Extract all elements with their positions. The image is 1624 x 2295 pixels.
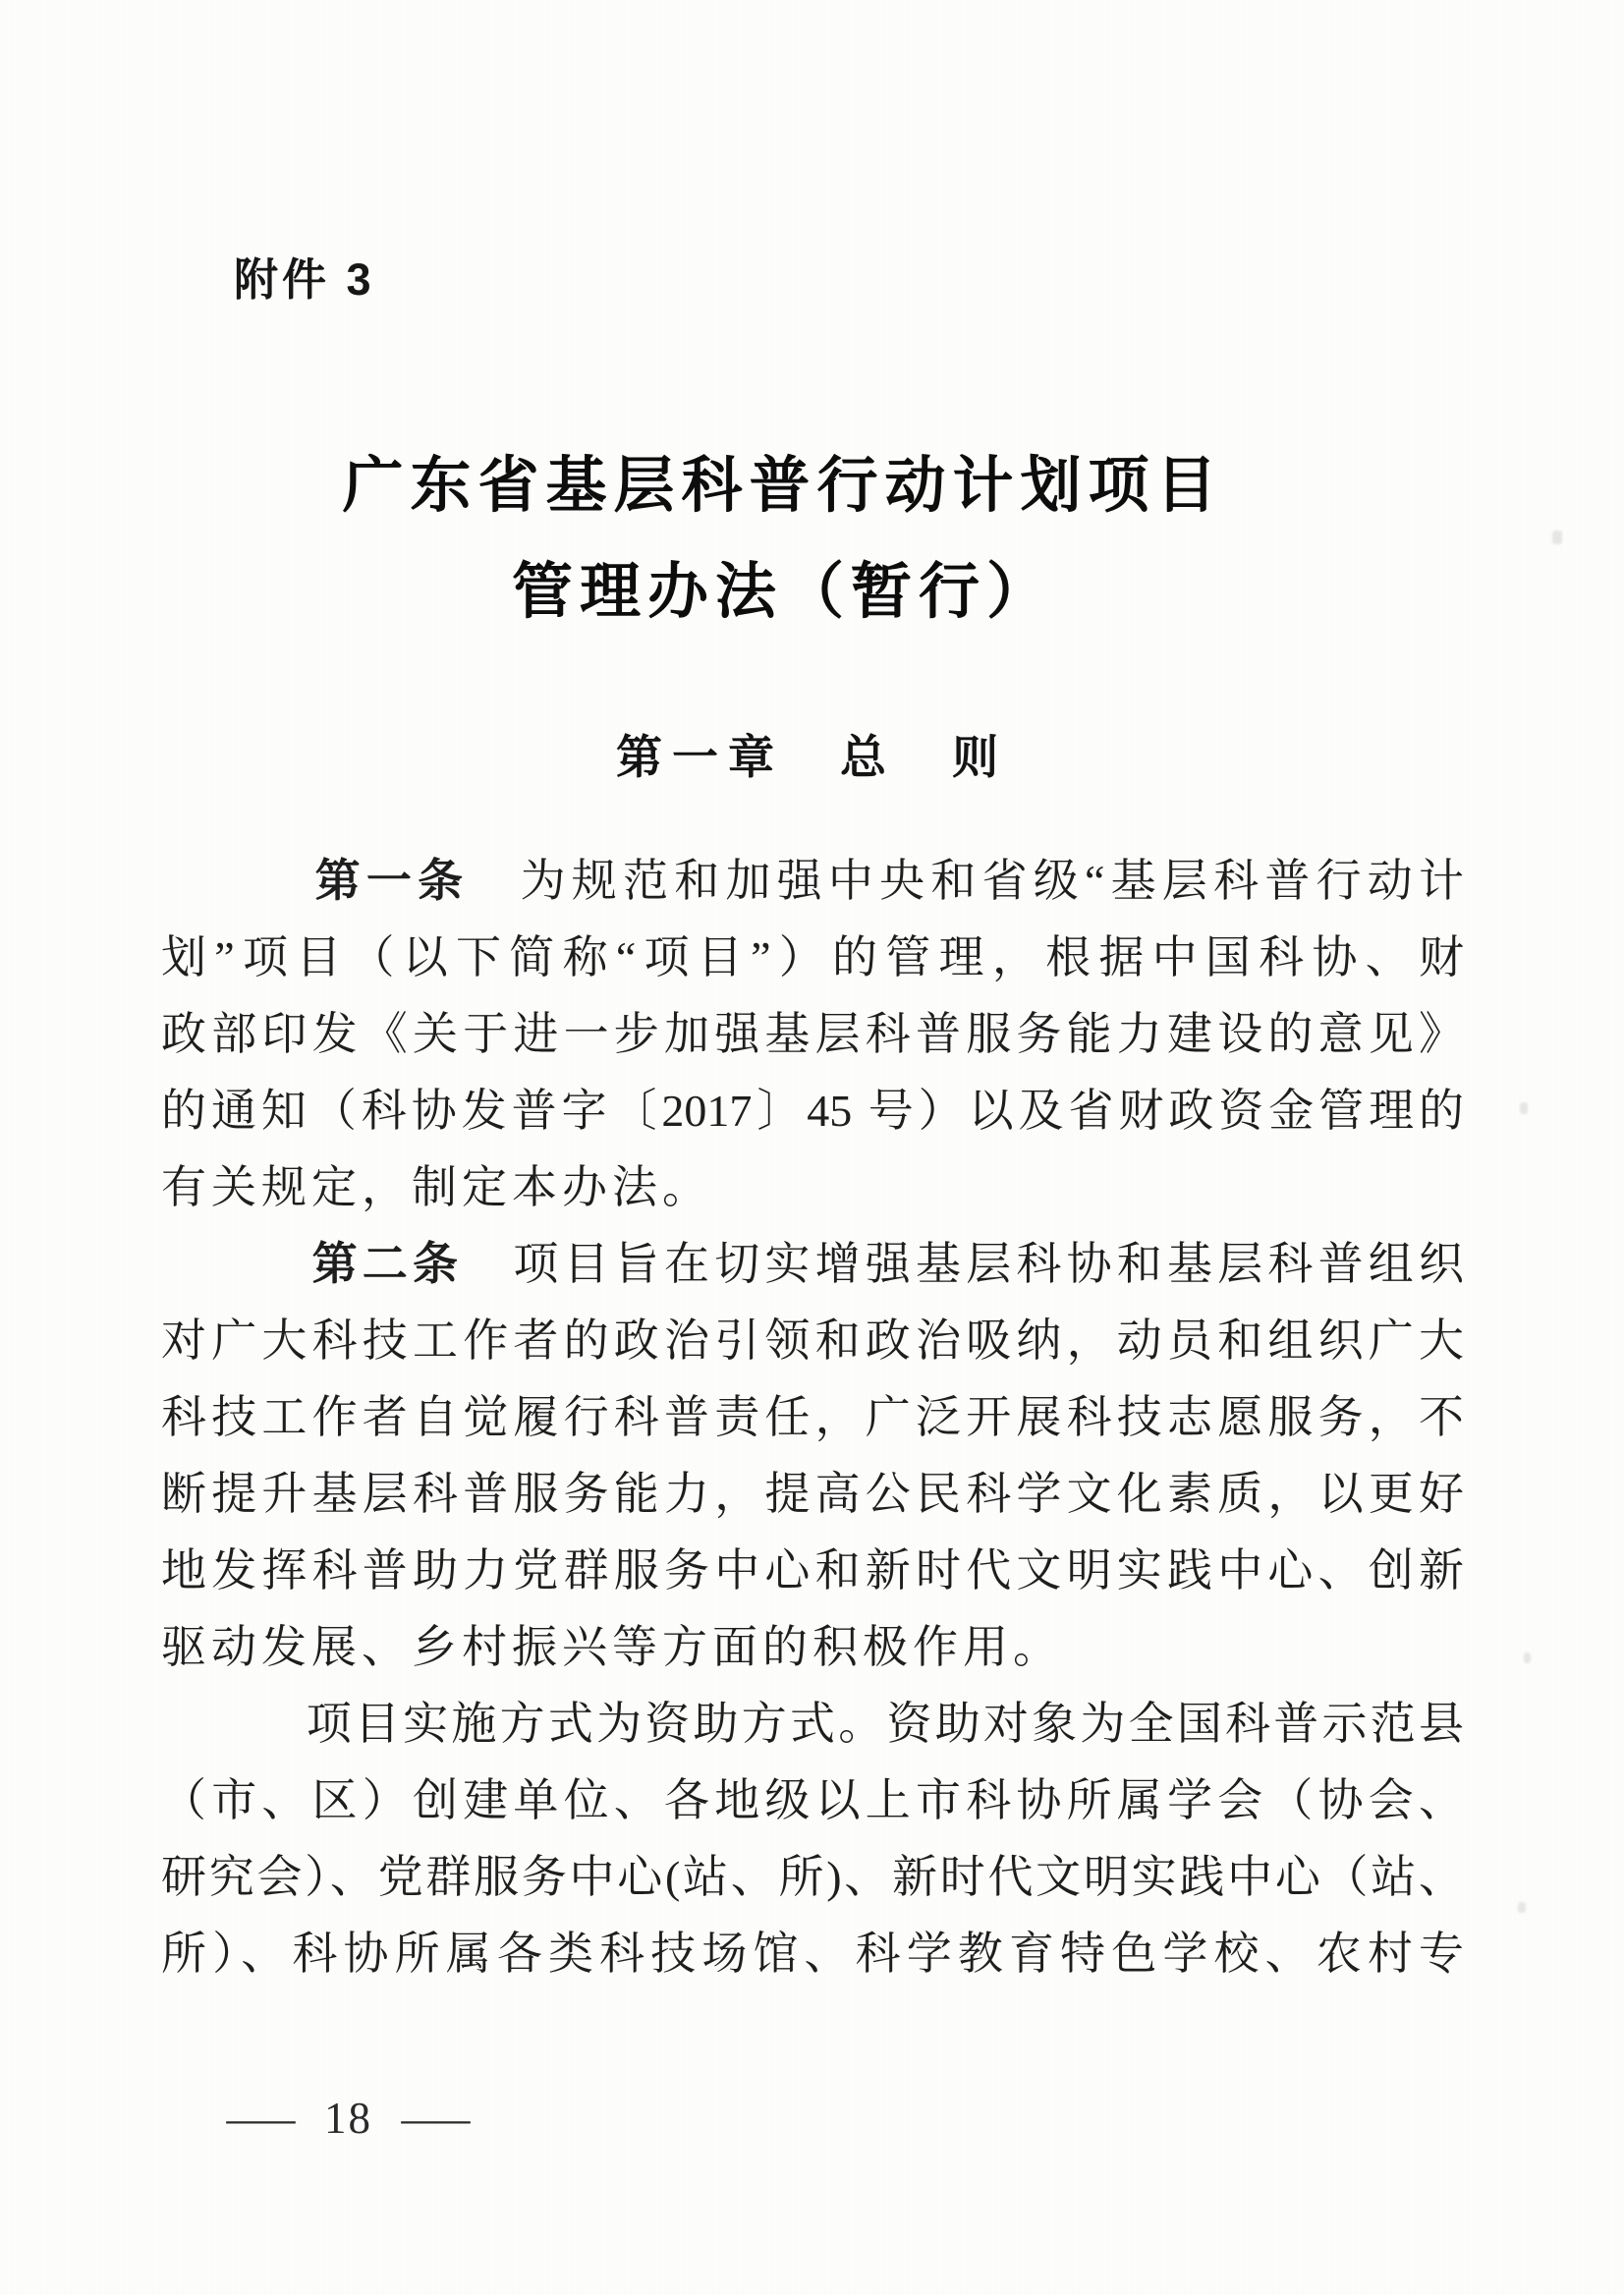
body-line-text: 的通知（科协发普字〔2017〕45 号）以及省财政资金管理的 xyxy=(161,1086,1464,1136)
scan-artifact xyxy=(1520,1102,1528,1114)
body-line xyxy=(161,1226,1464,1303)
page-number: 18 xyxy=(324,2094,372,2143)
body-text-block xyxy=(161,843,1464,1992)
body-line xyxy=(161,920,1464,996)
document-title-line2: 管理办法（暂行） xyxy=(511,559,1054,626)
body-line xyxy=(161,1303,1464,1379)
body-line-text: 政部印发《关于进一步加强基层科普服务能力建设的意见》 xyxy=(161,1009,1464,1059)
page-footer xyxy=(226,2093,471,2144)
footer-right-dash: — xyxy=(401,2094,471,2143)
body-line xyxy=(161,996,1464,1073)
body-line-text: 划”项目（以下简称“项目”）的管理，根据中国科协、财 xyxy=(161,932,1464,982)
body-line xyxy=(161,1916,1464,1992)
body-line-text: 科技工作者自觉履行科普责任，广泛开展科技志愿服务，不 xyxy=(161,1392,1464,1442)
body-line-text: （市、区）创建单位、各地级以上市科协所属学会（协会、 xyxy=(161,1775,1464,1825)
body-line xyxy=(161,1456,1464,1533)
body-line-text: 项目旨在切实增强基层科协和基层科普组织 xyxy=(463,1239,1465,1289)
scan-artifact xyxy=(1518,1902,1526,1913)
scan-artifact xyxy=(1524,1652,1531,1663)
document-title-line1: 广东省基层科普行动计划项目 xyxy=(342,453,1224,520)
body-line-text: 有关规定，制定本办法。 xyxy=(161,1162,712,1212)
body-line-text: 对广大科技工作者的政治引领和政治吸纳，动员和组织广大 xyxy=(161,1315,1464,1366)
attachment-label: 附件 3 xyxy=(234,254,375,305)
body-line xyxy=(161,1379,1464,1456)
body-line-text: 研究会）、党群服务中心(站、所)、新时代文明实践中心（站、 xyxy=(161,1852,1464,1902)
body-line xyxy=(161,843,1464,920)
body-line xyxy=(161,1533,1464,1609)
body-line-text: 断提升基层科普服务能力，提高公民科学文化素质，以更好 xyxy=(161,1469,1464,1519)
body-line xyxy=(161,1839,1464,1916)
body-line xyxy=(161,1073,1464,1149)
body-line-text: 项目实施方式为资助方式。资助对象为全国科普示范县 xyxy=(161,1699,1464,1749)
footer-left-dash: — xyxy=(226,2094,296,2143)
chapter-heading: 第一章 总 则 xyxy=(616,731,1008,783)
article-label: 第一条 xyxy=(161,856,470,906)
body-line-text: 为规范和加强中央和省级“基层科普行动计 xyxy=(469,856,1465,906)
body-line-text: 所）、科协所属各类科技场馆、科学教育特色学校、农村专 xyxy=(161,1929,1464,1979)
scan-artifact xyxy=(1552,531,1562,544)
body-line xyxy=(161,1763,1464,1839)
article-label: 第二条 xyxy=(161,1239,464,1289)
body-line-text: 地发挥科普助力党群服务中心和新时代文明实践中心、创新 xyxy=(161,1545,1464,1595)
body-line xyxy=(161,1149,1464,1226)
body-line xyxy=(161,1609,1464,1686)
body-line xyxy=(161,1686,1464,1763)
body-line-text: 驱动发展、乡村振兴等方面的积极作用。 xyxy=(161,1622,1063,1672)
